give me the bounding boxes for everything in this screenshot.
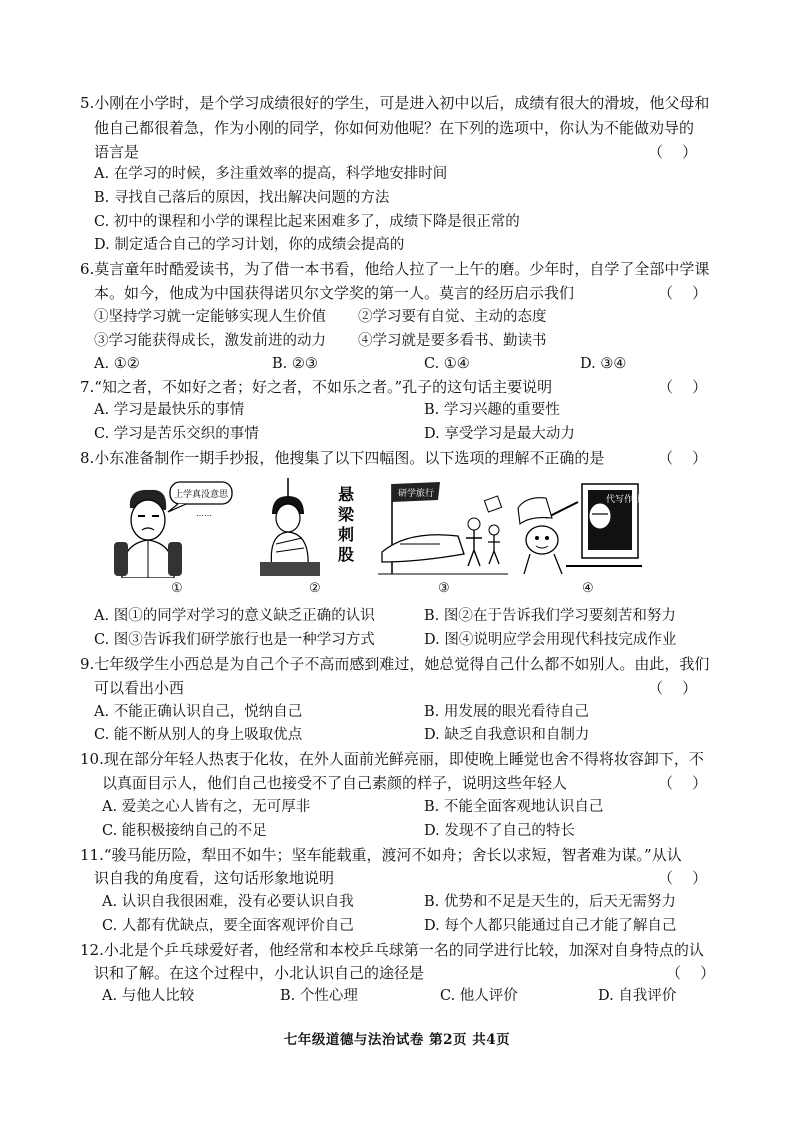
q5-option-c: C. 初中的课程和小学的课程比起来困难多了，成绩下降是很正常的 <box>94 214 520 230</box>
ghost-writing-illustration <box>516 478 646 578</box>
q8-option-d: D. 图④说明应学会用现代科技完成作业 <box>424 632 677 648</box>
q11-option-b: B. 优势和不足是天生的，后天无需努力 <box>424 894 676 910</box>
q8-caption-3: ③ <box>438 581 450 596</box>
q6-option-c: C. ①④ <box>424 356 470 372</box>
q9-option-d: D. 缺乏自我意识和自制力 <box>424 727 590 743</box>
q5-answer-paren: （ ） <box>648 143 698 161</box>
q7-option-c: C. 学习是苦乐交织的事情 <box>94 426 259 442</box>
q8-picture-3 <box>378 478 508 578</box>
q8-picture-2-title <box>338 485 355 564</box>
q8-picture-4-label: 代写作业 <box>605 495 643 505</box>
q5-stem-line2: 他自己都很着急，作为小刚的同学，你如何劝他呢？在下列的选项中，你认为不能做劝导的 <box>94 119 695 137</box>
q7-option-a: A. 学习是最快乐的事情 <box>94 402 245 418</box>
q8-picture-2 <box>258 478 368 578</box>
q12-option-d: D. 自我评价 <box>598 988 677 1004</box>
q10-stem-line1: 10.现在部分年轻人热衷于化妆，在外人面前光鲜亮丽，即使晚上睡觉也舍不得将妆容卸下，不 <box>80 750 704 768</box>
q6-statement-1: ①坚持学习就一定能够实现人生价值 <box>94 309 326 325</box>
q11-option-a: A. 认识自我很困难，没有必要认识自我 <box>102 894 354 910</box>
q8-picture-4-text <box>606 493 642 505</box>
q11-option-d: D. 每个人都只能通过自己才能了解自己 <box>424 918 677 934</box>
q8-caption-1: ① <box>171 581 183 596</box>
q5-option-d: D. 制定适合自己的学习计划，你的成绩会提高的 <box>94 237 405 253</box>
q5-option-a: A. 在学习的时候，多注重效率的提高，科学地安排时间 <box>94 166 448 182</box>
q12-option-b: B. 个性心理 <box>280 988 358 1004</box>
q8-picture-3-flag-text: 研学旅行 <box>397 489 435 499</box>
q8-caption-2: ② <box>309 581 321 596</box>
q6-option-b: B. ②③ <box>272 356 318 372</box>
q6-stem-line1: 6.莫言童年时酷爱读书，为了借一本书看，他给人拉了一上午的磨。少年时，自学了全部中学课 <box>80 260 710 278</box>
q10-stem-line2: 以真面目示人，他们自己也接受不了自己素颜的样子，说明这些年轻人 <box>102 774 568 792</box>
q12-stem-line2: 识和了解。在这个过程中，小北认识自己的途径是 <box>94 964 425 982</box>
q10-option-a: A. 爱美之心人皆有之，无可厚非 <box>102 799 311 815</box>
svg-text:……: …… <box>196 509 212 518</box>
q6-statement-2: ②学习要有自觉、主动的态度 <box>358 309 547 325</box>
q11-stem-line2: 识自我的角度看，这句话形象地说明 <box>94 869 335 887</box>
q9-option-a: A. 不能正确认识自己，悦纳自己 <box>94 704 303 720</box>
bored-student-illustration <box>108 478 238 578</box>
q9-stem-line1: 9.七年级学生小西总是为自己个子不高而感到难过，她总觉得自己什么都不如别人。由此，我们 <box>80 655 710 673</box>
q10-answer-paren: （ ） <box>658 774 708 792</box>
q6-answer-paren: （ ） <box>658 284 708 302</box>
page-footer: 七年级道德与法治试卷 第2页 共4页 <box>283 1032 511 1048</box>
q7-answer-paren: （ ） <box>658 378 708 396</box>
q10-option-b: B. 不能全面客观地认识自己 <box>424 799 604 815</box>
q6-stem-line2: 本。如今，他成为中国获得诺贝尔文学奖的第一人。莫言的经历启示我们 <box>94 284 575 302</box>
q8-option-a: A. 图①的同学对学习的意义缺乏正确的认识 <box>94 608 375 624</box>
hard-study-illustration <box>258 478 368 578</box>
q12-option-c: C. 他人评价 <box>440 988 518 1004</box>
q6-statement-3: ③学习能获得成长，激发前进的动力 <box>94 333 326 349</box>
q7-option-b: B. 学习兴趣的重要性 <box>424 402 560 418</box>
q8-picture-1 <box>108 478 238 578</box>
q9-answer-paren: （ ） <box>648 679 698 697</box>
q8-caption-4: ④ <box>582 581 594 596</box>
q12-stem-line1: 12.小北是个乒乓球爱好者，他经常和本校乒乓球第一名的同学进行比较，加深对自身特点的认 <box>80 941 704 959</box>
q12-answer-paren: （ ） <box>666 964 716 982</box>
q11-option-c: C. 人都有优缺点，要全面客观评价自己 <box>102 918 354 934</box>
q11-stem-line1: 11.“骏马能历险，犁田不如牛；坚车能载重，渡河不如舟；舍长以求短，智者难为谋。”从认 <box>80 846 682 864</box>
q8-answer-paren: （ ） <box>658 449 708 467</box>
q6-option-a: A. ①② <box>94 356 140 372</box>
q9-stem-line2: 可以看出小西 <box>94 679 185 697</box>
q6-statement-4: ④学习就是要多看书、勤读书 <box>358 333 547 349</box>
q6-option-d: D. ③④ <box>580 356 627 372</box>
q12-option-a: A. 与他人比较 <box>102 988 195 1004</box>
q11-answer-paren: （ ） <box>658 869 708 887</box>
study-tour-illustration <box>378 478 508 578</box>
q5-stem-line3: 语言是 <box>94 143 140 161</box>
q5-option-b: B. 寻找自己落后的原因，找出解决问题的方法 <box>94 190 390 206</box>
q8-option-b: B. 图②在于告诉我们学习要刻苦和努力 <box>424 608 676 624</box>
q7-option-d: D. 享受学习是最大动力 <box>424 426 575 442</box>
q8-picture-1-bubble-text: 上学真没意思 <box>173 490 229 500</box>
q8-picture-2-title-text: 悬梁刺股 <box>337 485 355 564</box>
q10-option-d: D. 发现不了自己的特长 <box>424 823 575 839</box>
q9-option-c: C. 能不断从别人的身上吸取优点 <box>94 727 303 743</box>
q8-option-c: C. 图③告诉我们研学旅行也是一种学习方式 <box>94 632 375 648</box>
q10-option-c: C. 能积极接纳自己的不足 <box>102 823 267 839</box>
q5-stem-line1: 5.小刚在小学时，是个学习成绩很好的学生，可是进入初中以后，成绩有很大的滑坡，他父母和 <box>80 94 710 112</box>
q7-stem: 7.“知之者，不如好之者；好之者，不如乐之者。”孔子的这句话主要说明 <box>80 378 553 396</box>
q8-stem: 8.小东准备制作一期手抄报，他搜集了以下四幅图。以下选项的理解不正确的是 <box>80 449 605 467</box>
q9-option-b: B. 用发展的眼光看待自己 <box>424 704 589 720</box>
q8-picture-4 <box>516 478 646 578</box>
